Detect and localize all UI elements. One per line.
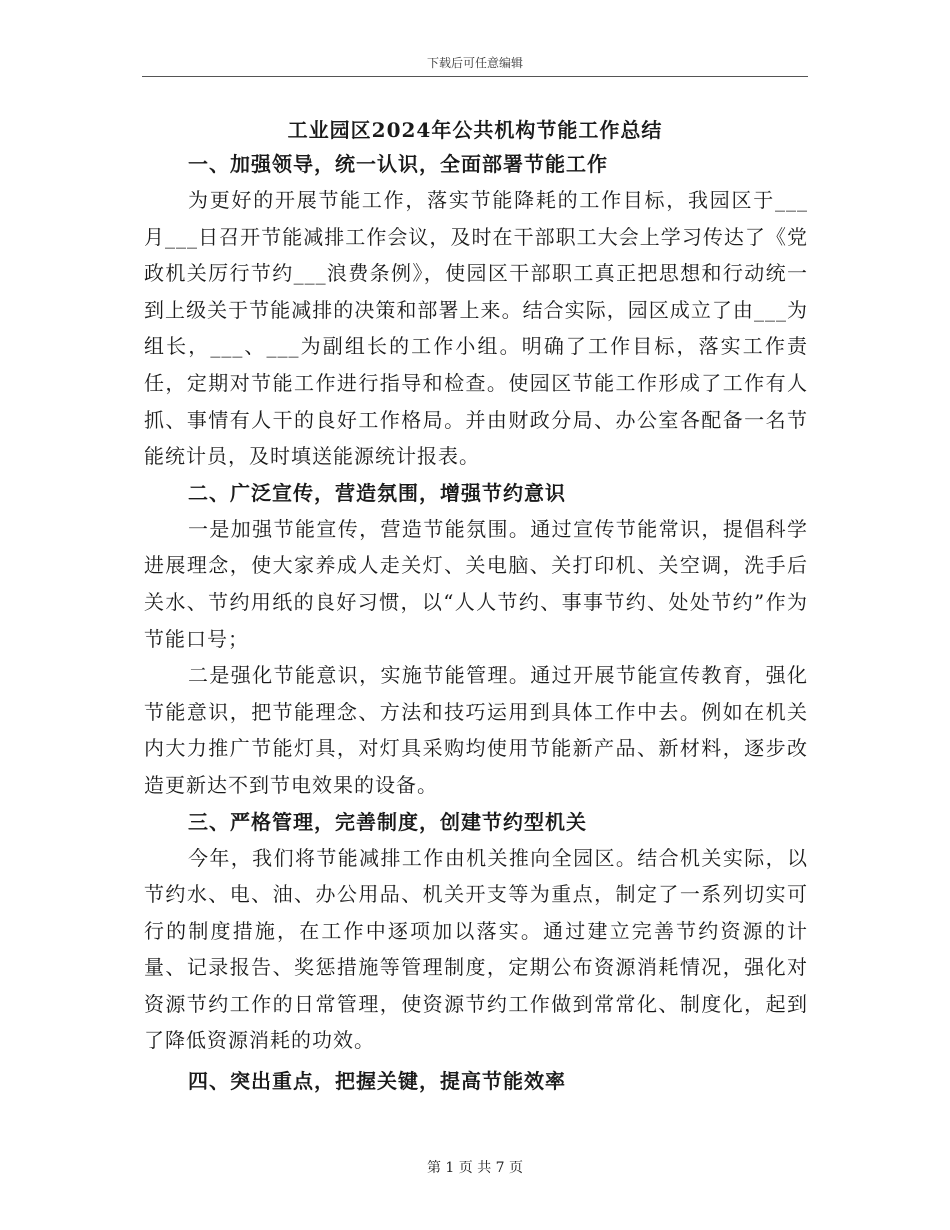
section-4	[144, 1063, 808, 1099]
header-note: 下载后可任意编辑	[426, 56, 523, 70]
paragraph: 为更好的开展节能工作，落实节能降耗的工作目标，我园区于___月___日召开节能减排工作会议，及时在干部职工大会上学习传达了《党政机关厉行节约___浪费条例》，使园区干部职工真正把思想和行动统一到上级关于节能减排的决策和部署上来。结合实际，园区成立了由___为组长，___、___为副组长的工作小组。明确了工作目标，落实工作责任，定期对节能工作进行指导和检查。使园区节能工作形成了工作有人抓、事情有人干的良好工作格局。并由财政分局、办公室各配备一名节能统计员，及时填送能源统计报表。	[144, 188, 808, 469]
section-heading: 四、突出重点，把握关键，提高节能效率	[188, 1069, 566, 1094]
section-2	[144, 475, 808, 804]
section-3	[144, 804, 808, 1060]
paragraph: 二是强化节能意识，实施节能管理。通过开展节能宣传教育，强化节能意识，把节能理念、方法和技巧运用到具体工作中去。例如在机关内大力推广节能灯具，对灯具采购均使用节能新产品、新材料，逐步改造更新达不到节电效果的设备。	[144, 663, 808, 797]
page-number: 第 1 页 共 7 页	[426, 1160, 524, 1176]
header-rule	[142, 76, 808, 77]
document-body	[144, 146, 808, 1099]
document-title: 工业园区2024年公共机构节能工作总结	[287, 118, 663, 142]
section-heading: 一、加强领导，统一认识，全面部署节能工作	[188, 152, 608, 176]
section-heading: 二、广泛宣传，营造氛围，增强节约意识	[188, 480, 566, 505]
paragraph: 今年，我们将节能减排工作由机关推向全园区。结合机关实际，以节约水、电、油、办公用品、机关开支等为重点，制定了一系列切实可行的制度措施，在工作中逐项加以落实。通过建立完善节约资源的计量、记录报告、奖惩措施等管理制度，定期公布资源消耗情况，强化对资源节约工作的日常管理，使资源节约工作做到常常化、制度化，起到了降低资源消耗的功效。	[144, 845, 808, 1053]
paragraph: 一是加强节能宣传，营造节能氛围。通过宣传节能常识，提倡科学进展理念，使大家养成人走关灯、关电脑、关打印机、关空调，洗手后关水、节约用纸的良好习惯，以“人人节约、事事节约、处处节约”作为节能口号；	[144, 516, 808, 651]
section-heading: 三、严格管理，完善制度，创建节约型机关	[188, 809, 587, 834]
section-1	[144, 146, 808, 475]
